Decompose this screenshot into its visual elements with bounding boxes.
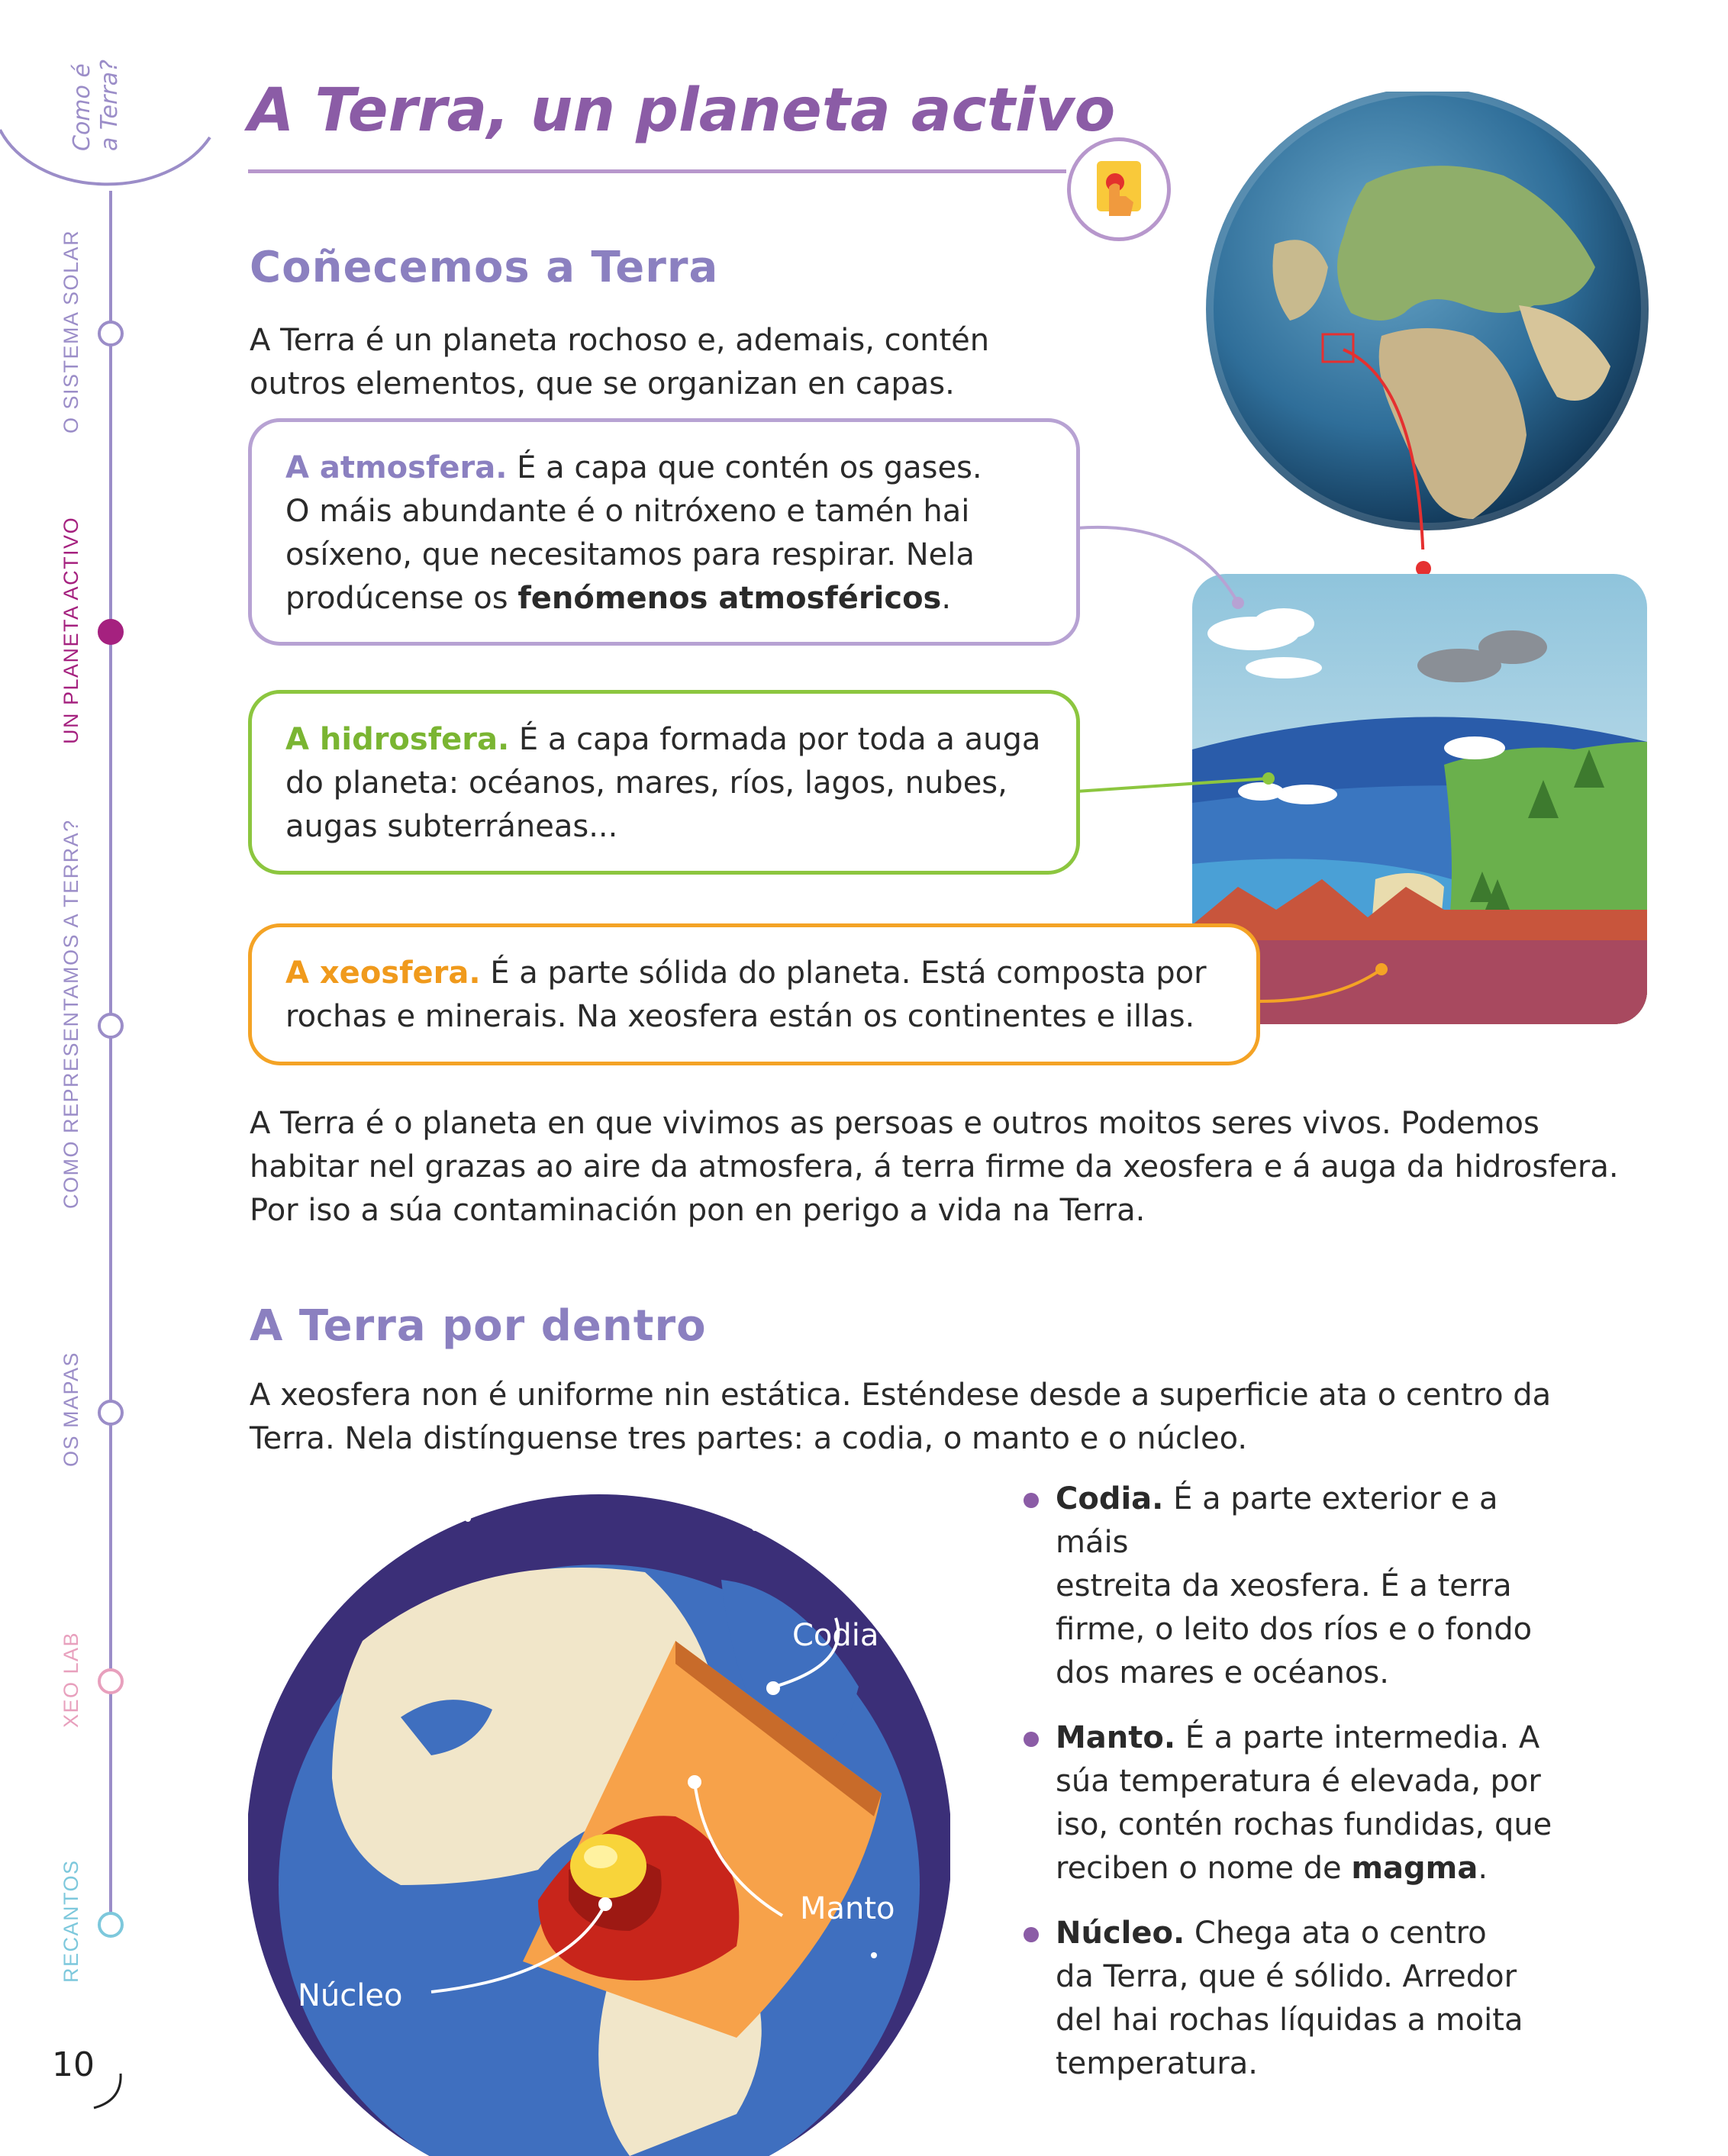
bullet-codia-lead: Codia. xyxy=(1056,1481,1164,1516)
bullet-nucleo-line1: Chega ata o centro xyxy=(1185,1916,1487,1951)
sidebar-item-os-mapas[interactable]: OS MAPAS xyxy=(60,1351,82,1467)
page-title: A Terra, un planeta activo xyxy=(248,76,1116,145)
section1-intro xyxy=(250,319,989,406)
bullet-codia-line4: dos mares e océanos. xyxy=(1056,1655,1389,1690)
hidrosfera-text1: É a capa formada por toda a auga xyxy=(509,722,1041,757)
sidebar-dot-un-planeta-activo[interactable] xyxy=(98,619,124,645)
section-heading-conecemos: Coñecemos a Terra xyxy=(250,243,719,292)
sidebar-dot-o-sistema-solar[interactable] xyxy=(98,321,124,346)
hidrosfera-box xyxy=(248,690,1080,875)
bullet-codia-line2: estreita da xeosfera. É a terra xyxy=(1056,1568,1512,1603)
label-manto: Manto xyxy=(800,1891,895,1926)
bullet-dot-icon xyxy=(1024,1493,1039,1508)
list-item-nucleo xyxy=(1019,1912,1568,2086)
xeosfera-lead: A xeosfera. xyxy=(285,956,481,991)
sidebar-item-xeo-lab[interactable]: XEO LAB xyxy=(60,1631,82,1728)
bullet-manto-line2: súa temperatura é elevada, por xyxy=(1056,1764,1541,1799)
bullet-manto-lead: Manto. xyxy=(1056,1720,1176,1755)
xeosfera-text2: rochas e minerais. Na xeosfera están os continentes e illas. xyxy=(285,999,1195,1034)
hidrosfera-lead: A hidrosfera. xyxy=(285,722,510,757)
sidebar-topic-line2: a Terra? xyxy=(96,60,123,151)
bullet-nucleo-line2: da Terra, que é sólido. Arredor xyxy=(1056,1959,1517,1994)
section2-intro-line2: Terra. Nela distínguense tres partes: a codia, o manto e o núcleo. xyxy=(250,1421,1248,1456)
section1-intro-line1: A Terra é un planeta rochoso e, ademais, contén xyxy=(250,323,990,358)
page-number: 10 xyxy=(52,2045,95,2084)
bullet-codia-line3: firme, o leito dos ríos e o fondo xyxy=(1056,1612,1533,1647)
bullet-manto-bold: magma xyxy=(1351,1851,1478,1886)
paragraph2-line2: habitar nel grazas ao aire da atmosfera, á terra firme da xeosfera e á auga da hidrosfera. xyxy=(250,1149,1619,1184)
hidrosfera-text2: do planeta: océanos, mares, ríos, lagos, nubes, xyxy=(285,765,1007,801)
sidebar-topic-line1: Como é xyxy=(69,63,95,151)
bullet-dot-icon xyxy=(1024,1732,1039,1747)
bullet-manto-line4: reciben o nome de xyxy=(1056,1851,1352,1886)
interactive-touch-icon[interactable] xyxy=(1067,137,1171,241)
paragraph-terra-vida xyxy=(250,1102,1619,1233)
paragraph2-line3: Por iso a súa contaminación pon en perigo a vida na Terra. xyxy=(250,1193,1146,1228)
bullet-nucleo-line3: del hai rochas líquidas a moita xyxy=(1056,2003,1523,2038)
sidebar-line xyxy=(109,191,112,1923)
bullet-codia-line1: É a parte exterior e a máis xyxy=(1056,1481,1498,1560)
atmosfera-text1: É a capa que contén os gases. xyxy=(507,450,982,485)
bullet-nucleo-lead: Núcleo. xyxy=(1056,1916,1185,1951)
sidebar-dot-xeo-lab[interactable] xyxy=(98,1668,124,1694)
label-codia: Codia xyxy=(792,1618,879,1653)
hidrosfera-text3: augas subterráneas... xyxy=(285,809,618,844)
section2-intro xyxy=(250,1374,1551,1461)
sidebar-dot-como-representamos[interactable] xyxy=(98,1013,124,1039)
sidebar-item-o-sistema-solar[interactable]: O SISTEMA SOLAR xyxy=(60,229,82,433)
core-layer-list xyxy=(1019,1478,1568,2107)
atmosfera-box xyxy=(248,418,1080,646)
atmosfera-bold: fenómenos atmosféricos xyxy=(517,581,942,616)
sidebar-item-como-representamos[interactable]: COMO REPRESENTAMOS A TERRA? xyxy=(60,819,82,1209)
section2-intro-line1: A xeosfera non é uniforme nin estática. Esténdese desde a superficie ata o centro da xyxy=(250,1378,1552,1413)
atmosfera-end: . xyxy=(941,581,952,616)
paragraph2-line1: A Terra é o planeta en que vivimos as persoas e outros moitos seres vivos. Podemos xyxy=(250,1106,1539,1141)
earth-globe-illustration xyxy=(1198,92,1656,549)
bullet-dot-icon xyxy=(1024,1927,1039,1942)
bullet-manto-line3: iso, contén rochas fundidas, que xyxy=(1056,1807,1552,1842)
chapter-sidebar xyxy=(0,0,229,2156)
list-item-manto xyxy=(1019,1716,1568,1890)
sidebar-item-un-planeta-activo[interactable]: UN PLANETA ACTIVO xyxy=(60,516,82,744)
section-heading-terra-por-dentro: A Terra por dentro xyxy=(250,1301,707,1351)
xeosfera-text1: É a parte sólida do planeta. Está composta por xyxy=(480,956,1207,991)
xeosfera-box xyxy=(248,923,1260,1065)
atmosfera-text3: osíxeno, que necesitamos para respirar. Nela xyxy=(285,537,975,572)
list-item-codia xyxy=(1019,1478,1568,1695)
label-nucleo: Núcleo xyxy=(298,1978,403,2013)
title-rule xyxy=(248,169,1066,173)
atmosfera-text4: prodúcense os xyxy=(285,581,518,616)
atmosfera-lead: A atmosfera. xyxy=(285,450,508,485)
sidebar-topic xyxy=(69,60,124,151)
bullet-manto-end: . xyxy=(1478,1851,1488,1886)
bullet-manto-line1: É a parte intermedia. A xyxy=(1175,1720,1540,1755)
atmosfera-text2: O máis abundante é o nitróxeno e tamén hai xyxy=(285,494,970,529)
sidebar-dot-recantos[interactable] xyxy=(98,1912,124,1938)
section1-intro-line2: outros elementos, que se organizan en capas. xyxy=(250,366,955,401)
sidebar-item-recantos[interactable]: RECANTOS xyxy=(60,1859,82,1983)
earth-interior-illustration xyxy=(248,1488,950,2156)
sidebar-dot-os-mapas[interactable] xyxy=(98,1400,124,1426)
bullet-nucleo-line4: temperatura. xyxy=(1056,2046,1258,2081)
page-corner-arc xyxy=(90,2070,128,2116)
